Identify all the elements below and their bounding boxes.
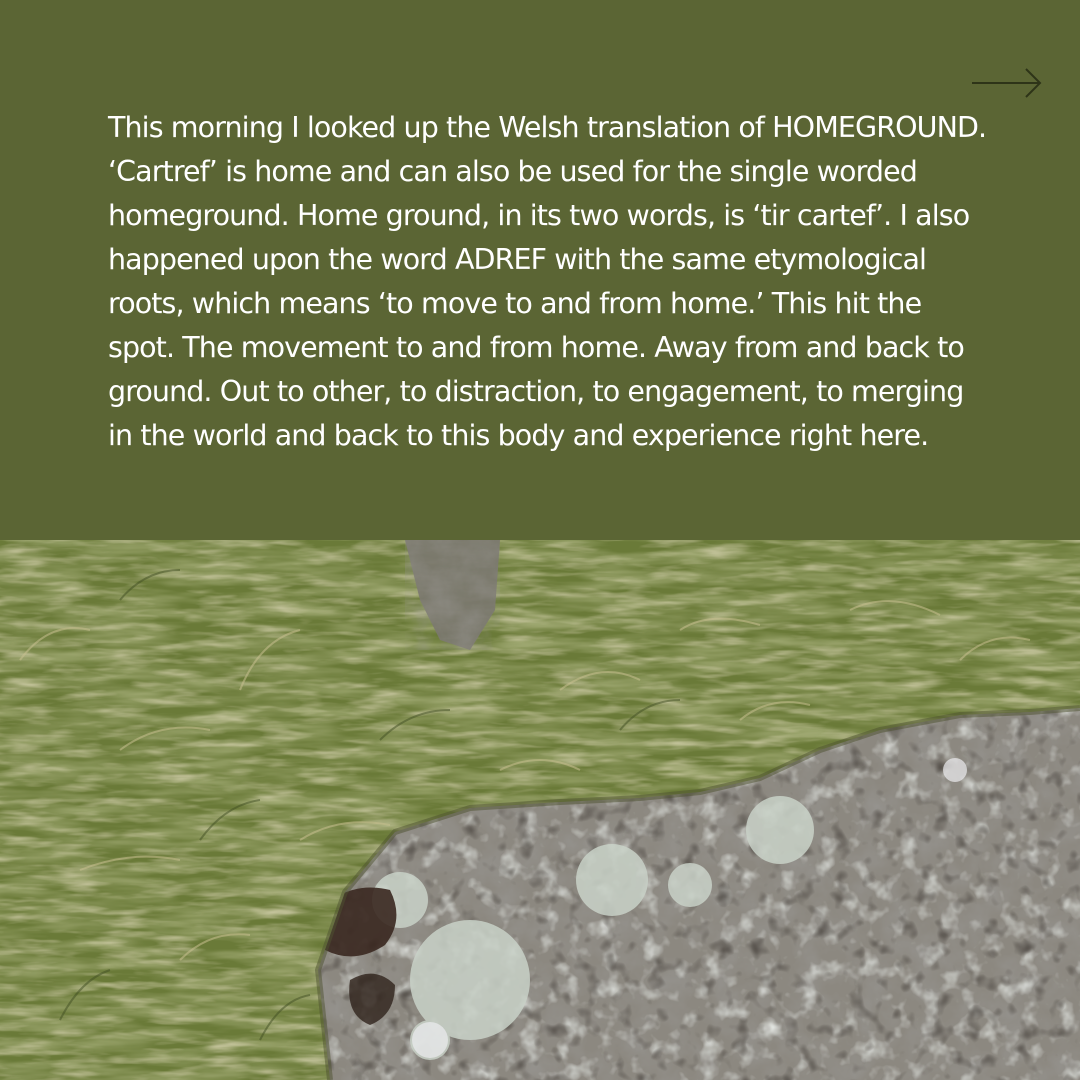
arrow-right-icon — [970, 66, 1044, 100]
next-slide-button[interactable] — [970, 66, 1044, 100]
grass-and-rock-photo — [0, 540, 1080, 1080]
body-text: This morning I looked up the Welsh translation of HOMEGROUND. ‘Cartref’ is home and can also be used for the single worded homeground. Home ground, in its two words, is ‘tir cartef’. I also happened upon the word ADREF with the same etymological roots, which means ‘to move to and from home.’ This hit the spot. The movement to and from home. Away from and back to ground. Out to other, to distraction, to engagement, to merging in the world and back to this body and experience right here. — [108, 111, 987, 452]
